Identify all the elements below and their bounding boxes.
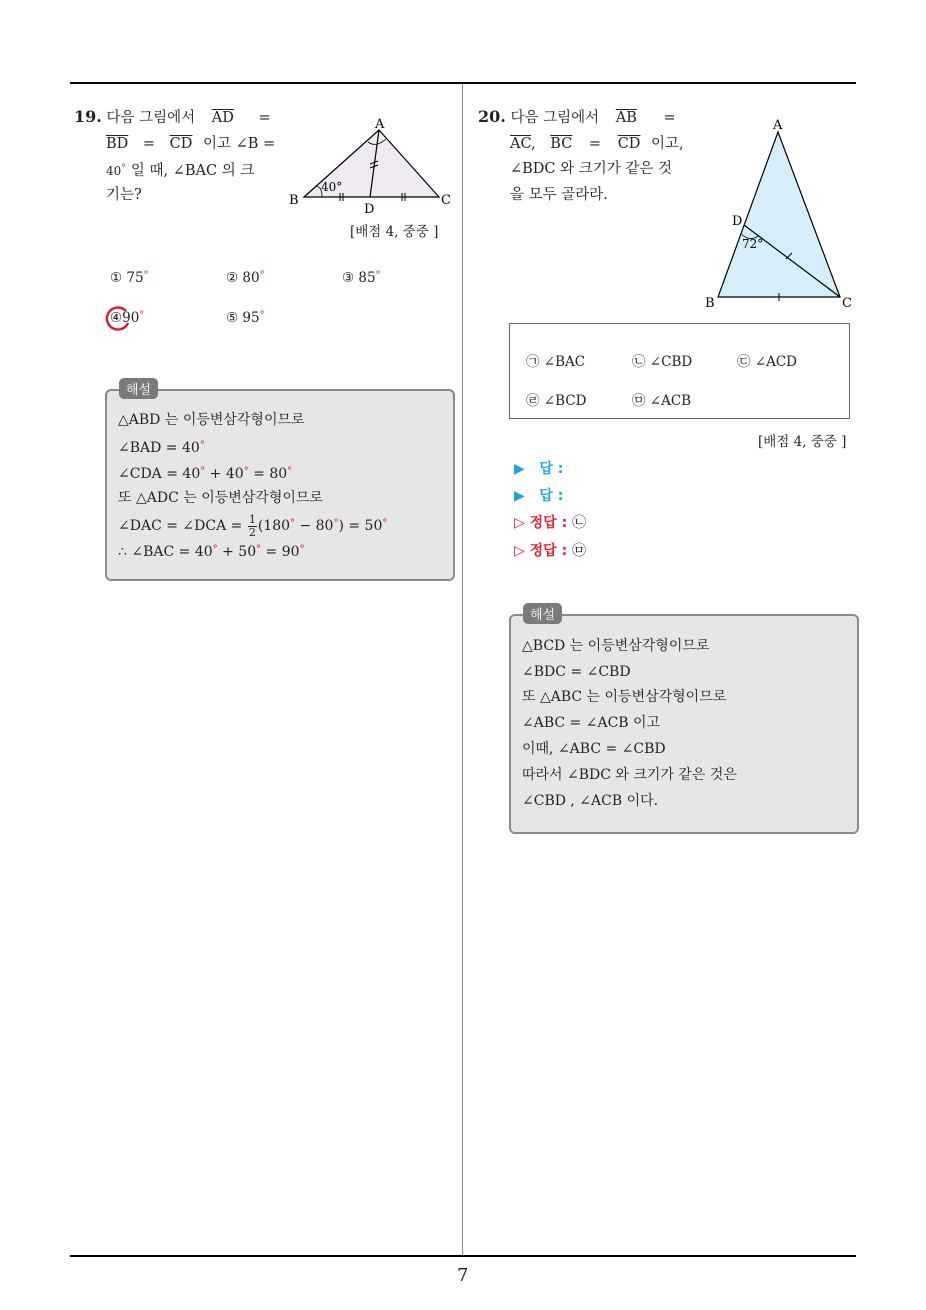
- segment-ac: $\overline{AC}$: [510, 136, 532, 152]
- question-text: 이고,: [651, 136, 684, 152]
- question-number: 20.: [478, 107, 506, 126]
- choice-2[interactable]: ② 80°: [226, 270, 265, 286]
- page-number: 7: [457, 1265, 469, 1286]
- solution-line: ∠CBD , ∠ACB 이다.: [522, 793, 659, 809]
- vertex-label-a: A: [375, 117, 385, 132]
- question-number: 19.: [74, 107, 102, 126]
- solution-line: △BCD 는 이등변삼각형이므로: [522, 638, 710, 654]
- correct-answer-2: ▷ 정답 : ㉤: [514, 543, 587, 559]
- answer-field-1[interactable]: ▶ 답 :: [514, 461, 564, 477]
- triangle-figure-19: [284, 112, 456, 220]
- choice-1[interactable]: ① 75°: [110, 270, 149, 286]
- triangle-outline-icon: ▷: [514, 543, 525, 559]
- question-text: 일 때, ∠BAC 의 크: [130, 163, 255, 179]
- solution-line: ∴ ∠BAC = 40° + 50° = 90°: [118, 544, 305, 560]
- correct-answer-circle: [104, 304, 132, 332]
- option-c[interactable]: ㉢ ∠ACD: [737, 354, 798, 370]
- vertex-label-c: C: [441, 193, 451, 208]
- solution-line: ∠ABC = ∠ACB 이고: [522, 715, 661, 731]
- column-divider: [462, 84, 463, 1256]
- solution-line: 따라서 ∠BDC 와 크기가 같은 것은: [522, 767, 737, 783]
- question-text: 다음 그림에서: [510, 110, 600, 126]
- equals-sign: =: [258, 110, 271, 126]
- bottom-rule: [70, 1255, 856, 1257]
- equals-sign: =: [663, 110, 676, 126]
- vertex-label-c: C: [842, 296, 852, 311]
- option-a[interactable]: ㉠ ∠BAC: [526, 354, 586, 370]
- question-text: 기는?: [106, 187, 142, 203]
- angle-label: 40°: [321, 180, 343, 194]
- segment-ab: $\overline{AB}$: [615, 110, 637, 126]
- vertex-label-d: D: [732, 214, 743, 229]
- option-e[interactable]: ㉤ ∠ACB: [632, 393, 692, 409]
- segment-cd: $\overline{CD}$: [169, 136, 193, 152]
- vertex-label-d: D: [364, 202, 375, 217]
- solution-tag: 해설: [119, 378, 158, 399]
- solution-line: △ABD 는 이등변삼각형이므로: [118, 412, 305, 428]
- solution-line: ∠BAD = 40°: [118, 440, 205, 456]
- play-icon: ▶: [514, 461, 525, 477]
- vertex-label-b: B: [705, 296, 715, 311]
- angle-label: 72°: [742, 237, 764, 251]
- solution-line: ∠BDC = ∠CBD: [522, 664, 631, 680]
- solution-line: 이때, ∠ABC = ∠CBD: [522, 741, 666, 757]
- correct-answer-1: ▷ 정답 : ㉡: [514, 515, 587, 531]
- vertex-label-a: A: [773, 118, 783, 133]
- question-text: ∠BDC 와 크기가 같은 것: [510, 161, 673, 177]
- segment-bd: $\overline{BD}$: [106, 136, 129, 152]
- solution-line: 또 △ADC 는 이등변삼각형이므로: [118, 490, 323, 506]
- difficulty-label: [배점 4, 중중 ]: [350, 224, 439, 240]
- question-text: 이고 ∠B =: [203, 136, 276, 152]
- solution-tag: 해설: [523, 603, 562, 624]
- segment-cd: $\overline{CD}$: [617, 136, 641, 152]
- segment-bc: $\overline{BC}$: [550, 136, 573, 152]
- segment-ad: $\overline{AD}$: [211, 110, 234, 126]
- difficulty-label: [배점 4, 중중 ]: [758, 434, 847, 450]
- vertex-label-b: B: [289, 193, 299, 208]
- option-d[interactable]: ㉣ ∠BCD: [526, 393, 587, 409]
- angle-value: 40: [106, 164, 122, 178]
- question-text: 을 모두 골라라.: [510, 187, 608, 203]
- triangle-outline-icon: ▷: [514, 515, 525, 531]
- equals-sign: =: [588, 136, 602, 152]
- play-icon: ▶: [514, 488, 525, 504]
- choice-3[interactable]: ③ 85°: [342, 270, 381, 286]
- option-b[interactable]: ㉡ ∠CBD: [632, 354, 693, 370]
- triangle-figure-20: [700, 112, 862, 314]
- choice-5[interactable]: ⑤ 95°: [226, 310, 265, 326]
- question-text: 다음 그림에서: [106, 110, 196, 126]
- fraction-one-half: $\frac{1}{2}$: [248, 512, 256, 539]
- answer-field-2[interactable]: ▶ 답 :: [514, 488, 564, 504]
- solution-line: ∠CDA = 40° + 40° = 80°: [118, 466, 293, 482]
- solution-line: ∠DAC = ∠DCA = $\frac{1}{2}$ (180° − 80°) = 50°: [118, 512, 388, 539]
- equals-sign: =: [142, 136, 156, 152]
- degree-mark: °: [121, 163, 127, 174]
- solution-line: 또 △ABC 는 이등변삼각형이므로: [522, 689, 727, 705]
- top-rule: [70, 82, 856, 84]
- choice-4[interactable]: ④90°: [110, 310, 145, 326]
